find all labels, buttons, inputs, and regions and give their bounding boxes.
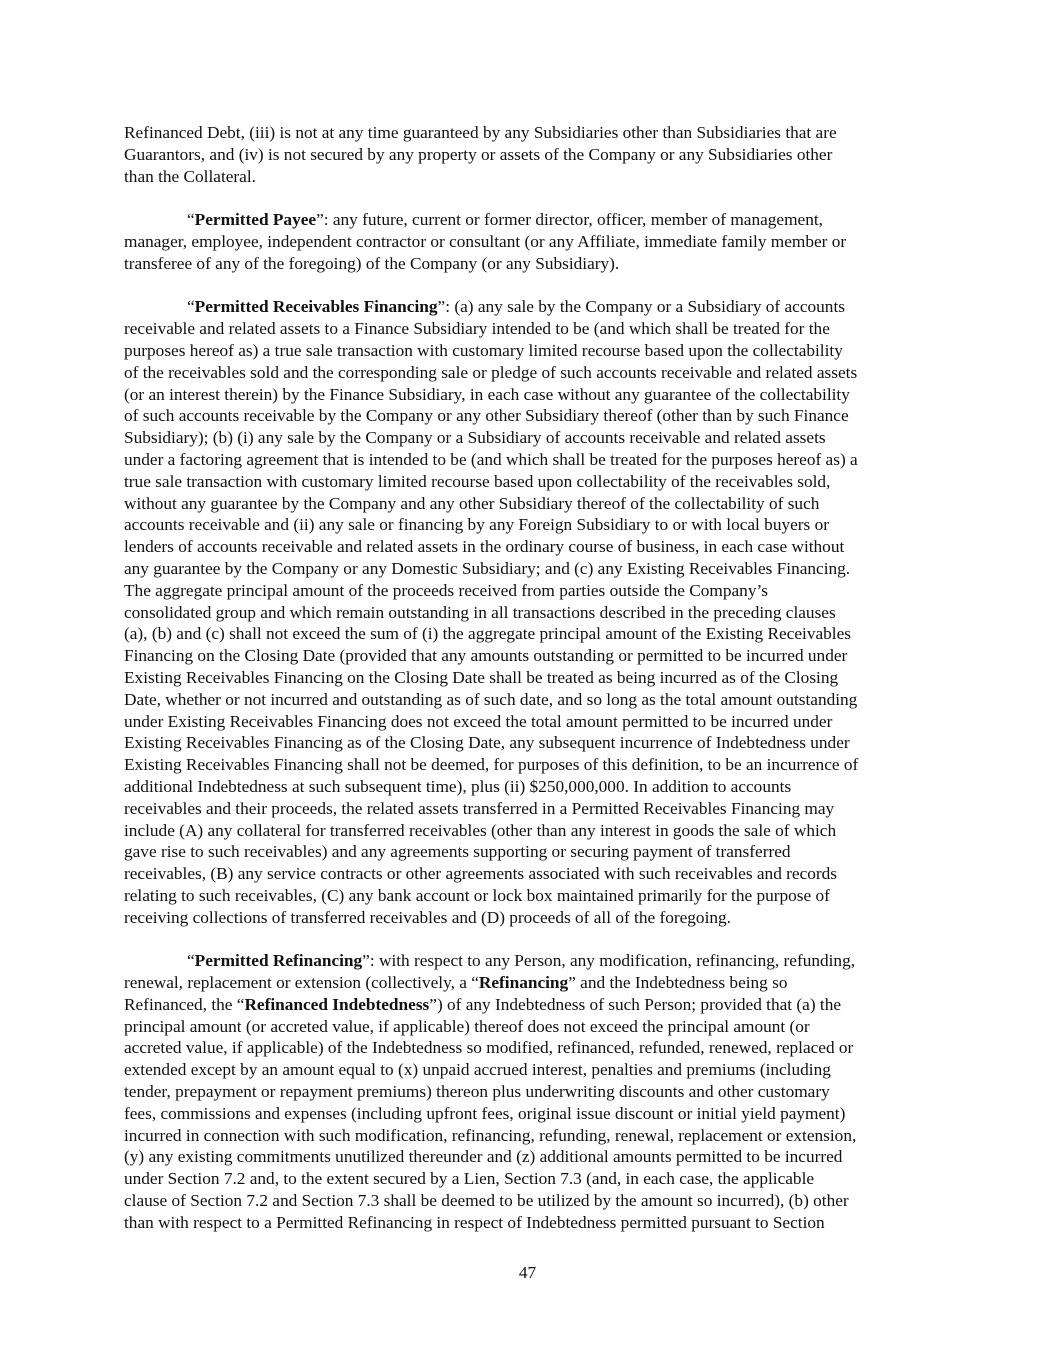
text-run: “: [187, 210, 195, 230]
text-run: additional Indebtedness at such subsequent time), plus (ii) $250,000,000. In addition to accounts: [124, 776, 792, 796]
text-run: without any guarantee by the Company and any other Subsidiary thereof of the collectability of such: [124, 493, 820, 513]
text-line: [124, 798, 936, 820]
text-run: ”) of any Indebtedness of such Person; provided that (a) the: [429, 994, 842, 1014]
text-line: [124, 645, 936, 667]
defined-term: Permitted Refinancing: [194, 951, 363, 971]
text-line: [124, 296, 936, 318]
text-run: under Section 7.2 and, to the extent secured by a Lien, Section 7.3 (and, in each case, the applicable: [124, 1169, 815, 1189]
text-run: gave rise to such receivables) and any agreements supporting or securing payment of transferred: [124, 842, 791, 862]
text-line: [124, 1016, 936, 1038]
text-line: [124, 841, 936, 863]
text-run: Subsidiary); (b) (i) any sale by the Company or a Subsidiary of accounts receivable and related assets: [124, 428, 826, 448]
text-line: [124, 362, 936, 384]
text-line: [124, 1081, 936, 1103]
text-line: [124, 1103, 936, 1125]
text-line: [124, 1190, 936, 1212]
text-line: [124, 1059, 936, 1081]
text-run: relating to such receivables, (C) any bank account or lock box maintained primarily for the purpose of: [124, 885, 830, 905]
paragraph-p1: [124, 122, 936, 187]
text-run: fees, commissions and expenses (including upfront fees, original issue discount or initial yield payment): [124, 1103, 846, 1123]
text-run: Financing on the Closing Date (provided that any amounts outstanding or permitted to be incurred under: [124, 646, 848, 666]
text-line: [124, 602, 936, 624]
text-line: [124, 536, 936, 558]
text-run: consolidated group and which remain outstanding in all transactions described in the preceding clauses: [124, 602, 836, 622]
text-line: [124, 405, 936, 427]
text-run: Refinanced Debt, (iii) is not at any time guaranteed by any Subsidiaries other than Subsidiaries that are: [124, 123, 837, 142]
text-run: receivables and their proceeds, the related assets transferred in a Permitted Receivables Financing may: [124, 798, 835, 818]
text-line: [124, 711, 936, 733]
text-line: [124, 231, 936, 253]
text-run: The aggregate principal amount of the proceeds received from parties outside the Company’s: [124, 580, 768, 600]
text-line: [124, 689, 936, 711]
text-line: [124, 1037, 936, 1059]
text-run: of the receivables sold and the corresponding sale or pledge of such accounts receivable and related assets: [124, 362, 858, 382]
text-run: Date, whether or not incurred and outstanding as of such date, and so long as the total amount outstanding: [124, 689, 858, 709]
text-line: [124, 1212, 936, 1234]
text-run: (a), (b) and (c) shall not exceed the sum of (i) the aggregate principal amount of the Existing Receivables: [124, 624, 851, 644]
text-run: manager, employee, independent contractor or consultant (or any Affiliate, immediate family member or: [124, 231, 847, 251]
text-line: [124, 667, 936, 689]
text-line: [124, 885, 936, 907]
paragraph-p4: [124, 950, 936, 1233]
text-line: [124, 514, 936, 536]
text-run: principal amount (or accreted value, if applicable) thereof does not exceed the principal amount (or: [124, 1016, 810, 1036]
text-run: than the Collateral.: [124, 166, 256, 186]
text-run: tender, prepayment or repayment premiums) thereon plus underwriting discounts and other customary: [124, 1082, 830, 1102]
text-line: [124, 209, 936, 231]
defined-term: Refinancing: [478, 973, 569, 993]
text-line: [124, 972, 936, 994]
text-line: [124, 580, 936, 602]
defined-term: Refinanced Indebtedness: [244, 994, 430, 1014]
text-line: [124, 907, 936, 929]
text-run: any guarantee by the Company or any Domestic Subsidiary; and (c) any Existing Receivables Financing.: [124, 558, 851, 578]
text-line: [124, 950, 936, 972]
text-run: Existing Receivables Financing on the Closing Date shall be treated as being incurred as of the Closing: [124, 667, 839, 687]
text-run: (or an interest therein) by the Finance Subsidiary, in each case without any guarantee of the collectability: [124, 384, 850, 404]
text-run: Refinanced, the “: [124, 994, 245, 1014]
text-line: [124, 318, 936, 340]
text-run: “: [187, 297, 195, 317]
text-run: ”: (a) any sale by the Company or a Subsidiary of accounts: [437, 297, 845, 317]
text-run: receivables, (B) any service contracts or other agreements associated with such receivables and records: [124, 864, 838, 884]
text-run: ” and the Indebtedness being so: [568, 973, 788, 993]
document-page: [124, 122, 936, 1255]
text-run: (y) any existing commitments unutilized thereunder and (z) additional amounts permitted to be incurred: [124, 1147, 843, 1167]
text-line: [124, 754, 936, 776]
text-line: [124, 253, 936, 275]
text-line: [124, 340, 936, 362]
page-number: 47: [518, 1263, 537, 1282]
text-run: lenders of accounts receivable and related assets in the ordinary course of business, in each case without: [124, 537, 845, 557]
text-line: [124, 623, 936, 645]
text-run: under a factoring agreement that is intended to be (and which shall be treated for the purposes hereof as) a: [124, 449, 858, 469]
text-run: include (A) any collateral for transferred receivables (other than any interest in goods the sale of which: [124, 820, 837, 840]
text-run: clause of Section 7.2 and Section 7.3 shall be deemed to be utilized by the amount so incurred), (b) other: [124, 1191, 849, 1211]
text-line: [124, 558, 936, 580]
text-line: [124, 1146, 936, 1168]
paragraph-p2: [124, 209, 936, 274]
text-line: [124, 863, 936, 885]
text-run: receivable and related assets to a Finance Subsidiary intended to be (and which shall be treated for the: [124, 319, 830, 339]
text-line: [124, 776, 936, 798]
text-run: accreted value, if applicable) of the Indebtedness so modified, refinanced, refunded, renewed, replaced or: [124, 1038, 854, 1058]
text-line: [124, 122, 936, 144]
text-run: accounts receivable and (ii) any sale or financing by any Foreign Subsidiary to or with local buyers or: [124, 515, 829, 535]
text-run: of such accounts receivable by the Company or any other Subsidiary thereof (other than by such Finance: [124, 406, 849, 426]
text-line: [124, 384, 936, 406]
text-line: [124, 427, 936, 449]
text-run: ”: any future, current or former director, officer, member of management,: [316, 210, 823, 230]
text-line: [124, 449, 936, 471]
text-run: Existing Receivables Financing shall not be deemed, for purposes of this definition, to be an incurrence of: [124, 755, 859, 775]
text-line: [124, 471, 936, 493]
text-line: [124, 493, 936, 515]
text-run: Guarantors, and (iv) is not secured by any property or assets of the Company or any Subsidiaries other: [124, 144, 833, 164]
text-line: [124, 994, 936, 1016]
text-run: than with respect to a Permitted Refinancing in respect of Indebtedness permitted pursuant to Section: [124, 1212, 825, 1232]
text-run: true sale transaction with customary limited recourse based upon collectability of the receivables sold,: [124, 471, 831, 491]
text-line: [124, 144, 936, 166]
text-run: ”: with respect to any Person, any modification, refinancing, refunding,: [362, 951, 856, 971]
defined-term: Permitted Payee: [194, 210, 317, 230]
paragraph-p3: [124, 296, 936, 928]
text-line: [124, 1168, 936, 1190]
text-run: Existing Receivables Financing as of the Closing Date, any subsequent incurrence of Indebtedness under: [124, 733, 850, 753]
text-run: receiving collections of transferred receivables and (D) proceeds of all of the foregoing.: [124, 907, 731, 927]
text-run: “: [187, 951, 195, 971]
text-line: [124, 166, 936, 188]
text-line: [124, 732, 936, 754]
text-line: [124, 1125, 936, 1147]
defined-term: Permitted Receivables Financing: [194, 297, 438, 317]
text-run: transferee of any of the foregoing) of the Company (or any Subsidiary).: [124, 253, 620, 273]
text-run: purposes hereof as) a true sale transaction with customary limited recourse based upon the collectability: [124, 340, 843, 360]
text-run: extended except by an amount equal to (x) unpaid accrued interest, penalties and premiums (including: [124, 1060, 831, 1080]
text-line: [124, 820, 936, 842]
text-run: under Existing Receivables Financing does not exceed the total amount permitted to be incurred under: [124, 711, 833, 731]
document-body: [124, 122, 936, 1234]
text-run: renewal, replacement or extension (collectively, a “: [124, 973, 479, 993]
text-run: incurred in connection with such modification, refinancing, refunding, renewal, replacement or extension,: [124, 1125, 857, 1145]
